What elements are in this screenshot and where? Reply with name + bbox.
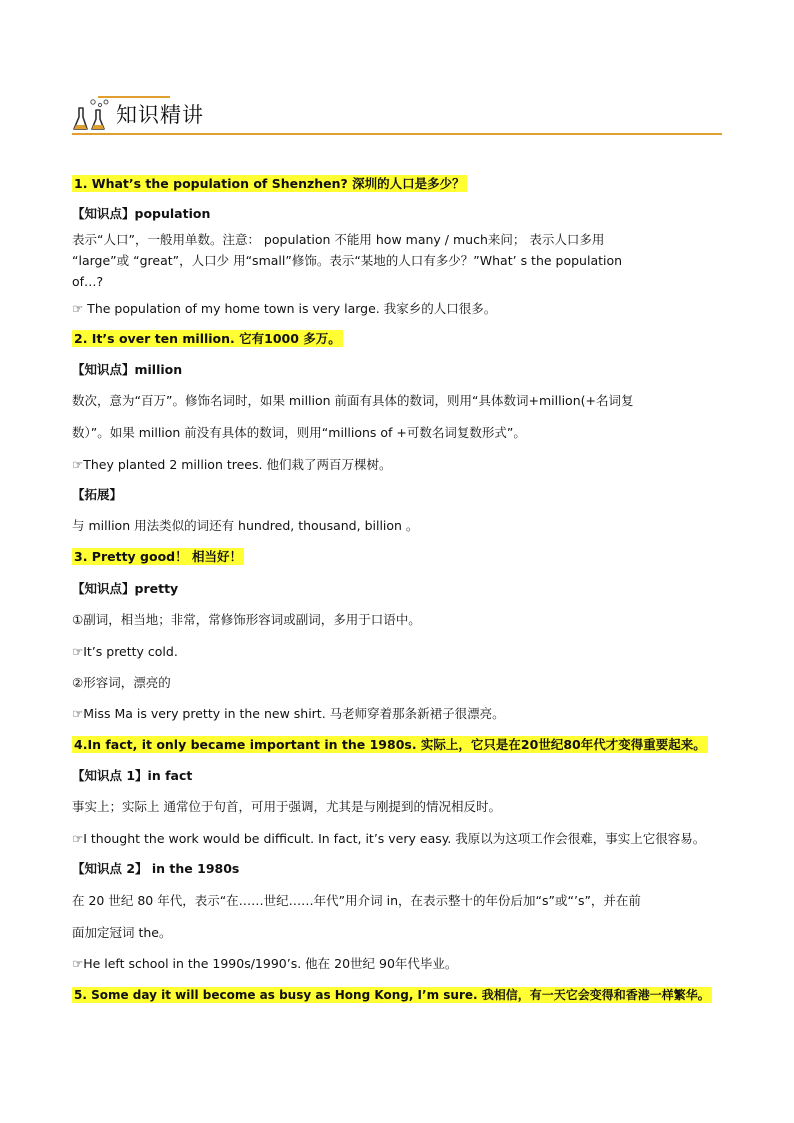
item-heading-2: 2. It’s over ten million. 它有1000 多万。 <box>74 331 341 346</box>
body-text: 表示“人口”，一般用单数。注意： population 不能用 how many / much来问； 表示人口多用 <box>72 232 605 247</box>
item-heading-3: 3. Pretty good！ 相当好！ <box>74 549 242 564</box>
body-text: of…? <box>72 274 104 289</box>
knowledge-tag: 【知识点 2】 in the 1980s <box>72 861 240 876</box>
example-sentence: ☞Miss Ma is very pretty in the new shirt. 马老师穿着那条新裙子很漂亮。 <box>72 706 505 721</box>
body-text: 数）”。如果 million 前没有具体的数词，则用“millions of +可数名词复数形式”。 <box>72 425 526 440</box>
knowledge-tag: 【知识点】pretty <box>72 581 179 596</box>
body-text: 事实上；实际上 通常位于句首，可用于强调，尤其是与刚提到的情况相反时。 <box>72 799 501 814</box>
example-sentence: ☞It’s pretty cold. <box>72 644 178 659</box>
body-text: 面加定冠词 the。 <box>72 925 172 940</box>
lab-flask-icon <box>72 98 112 132</box>
body-text: ①副词，相当地；非常，常修饰形容词或副词，多用于口语中。 <box>72 612 421 627</box>
header-underline <box>72 133 722 135</box>
body-text: ②形容词，漂亮的 <box>72 675 171 690</box>
example-sentence: ☞They planted 2 million trees. 他们栽了两百万棵树。 <box>72 457 392 472</box>
example-sentence: ☞I thought the work would be difficult. In fact, it’s very easy. 我原以为这项工作会很难，事实上它很容易。 <box>72 831 706 846</box>
body-text: 在 20 世纪 80 年代，表示“在……世纪……年代”用介词 in，在表示整十的年份后加“s”或“’s”，并在前 <box>72 893 641 908</box>
item-heading-1: 1. What’s the population of Shenzhen? 深圳的人口是多少？ <box>74 176 465 191</box>
knowledge-tag: 【知识点】population <box>72 206 211 221</box>
knowledge-tag: 【知识点 1】in fact <box>72 768 193 783</box>
example-sentence: ☞ The population of my home town is very large. 我家乡的人口很多。 <box>72 301 497 316</box>
header-title: 知识精讲 <box>116 103 204 127</box>
item-heading-5: 5. Some day it will become as busy as Hong Kong, I’m sure. 我相信，有一天它会变得和香港一样繁华。 <box>74 988 710 1002</box>
body-text: 数次，意为“百万”。修饰名词时，如果 million 前面有具体的数词，则用“具体数词+million(+名词复 <box>72 393 634 408</box>
knowledge-tag: 【知识点】million <box>72 362 183 377</box>
body-text: 与 million 用法类似的词还有 hundred, thousand, billion 。 <box>72 518 419 533</box>
item-heading-4: 4.In fact, it only became important in the 1980s. 实际上，它只是在20世纪80年代才变得重要起来。 <box>74 737 706 752</box>
example-sentence: ☞He left school in the 1990s/1990’s. 他在 20世纪 90年代毕业。 <box>72 956 458 971</box>
body-text: “large”或 “great”，人口少 用“small”修饰。表示“某地的人口有多少？”What’ s the population <box>72 253 623 268</box>
extension-tag: 【拓展】 <box>72 487 123 502</box>
section-header <box>72 96 722 136</box>
